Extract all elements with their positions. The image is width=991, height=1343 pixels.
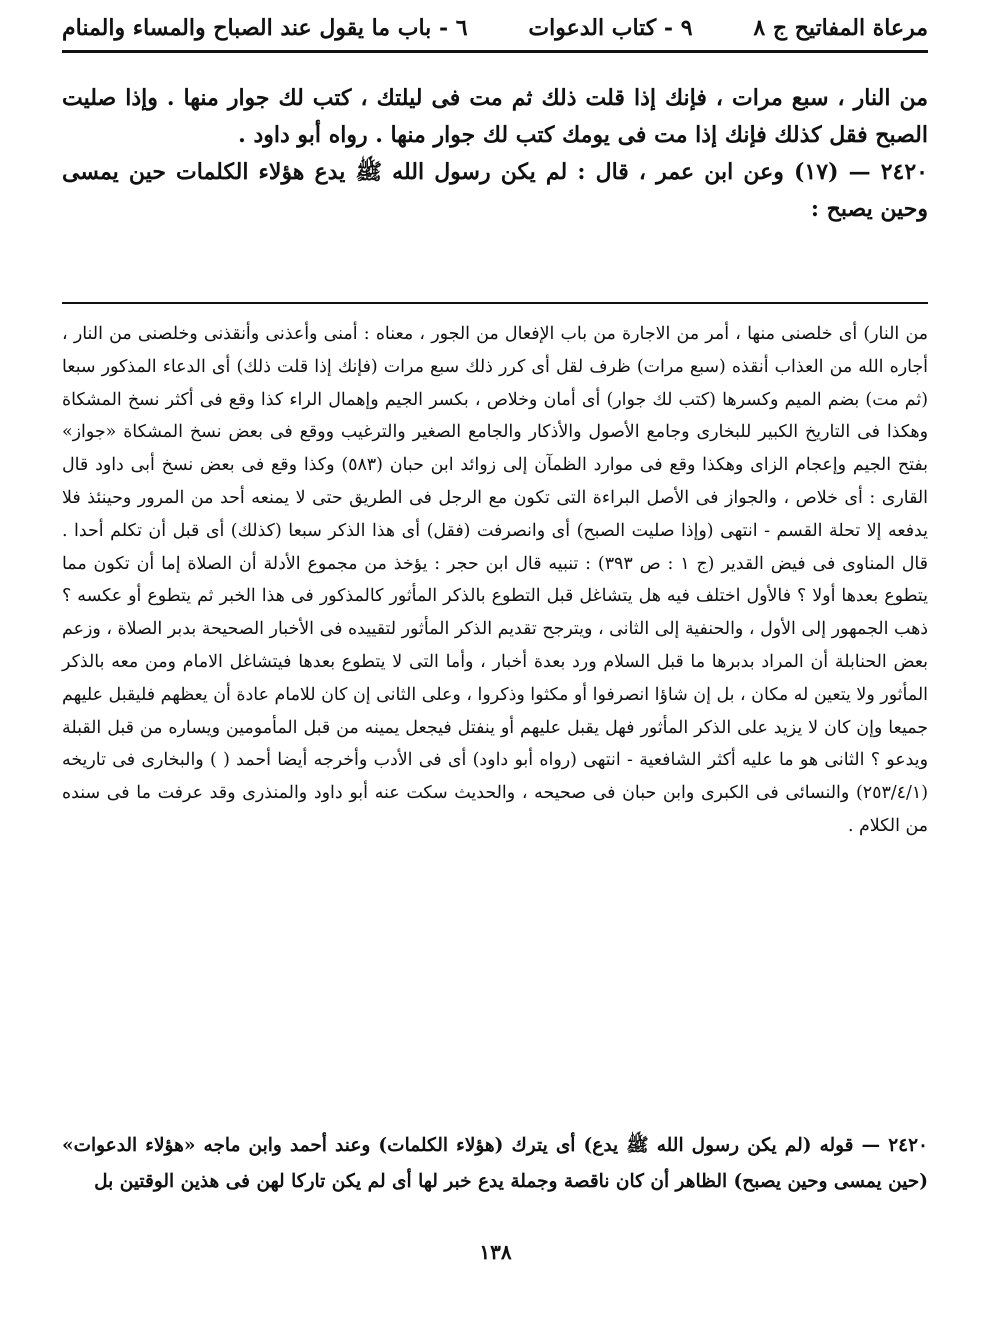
commentary-block (62, 318, 928, 843)
main-hadith-text (62, 80, 928, 228)
header-chapter: ٩ - كتاب الدعوات (528, 15, 693, 41)
commentary-paragraph-2: ٢٤٢٠ — قوله (لم يكن رسول الله ﷺ يدع) أى يترك (هؤلاء الكلمات) وعند أحمد وابن ماجه «هؤلاء الدعوات» (حين يمسى وحين يصبح) الظاهر أن كان ناقصة وجملة يدع خبر لها أى لم يكن تاركا لهن فى هذين الوقتين بل (62, 1135, 928, 1192)
commentary-paragraph-1: من النار) أى خلصنى منها ، أمر من الاجارة من باب الإفعال من الجور ، معناه : أمنى وأعذنى وأنقذنى وخلصنى من النار ، أجاره الله من العذاب أنقذه (سبع مرات) ظرف لقل أى كرر ذلك سبع مرات (فإنك إذا قلت ذلك) أى الدعاء المذكور سبعا (ثم مت) بضم الميم وكسرها (كتب لك جوار) أى أمان وخلاص ، بكسر الجيم وإهمال الراء كذا وقع فى أكثر نسخ المشكاة وهكذا فى التاريخ الكبير للبخارى وجامع الأصول والأذكار والجامع الصغير والترغيب ووقع فى بعض نسخ المشكاة «جواز» بفتح الجيم وإعجام الزاى وهكذا وقع فى موارد الظمآن إلى زوائد ابن حبان (٥٨٣) وكذا وقع فى بعض نسخ أبى داود قال القارى : أى خلاص ، والجواز فى الأصل البراءة التى تكون مع الرجل فى الطريق حتى لا يمنعه أحد من المرور وحينئذ فلا يدفعه إلا تحلة القسم - انتهى (وإذا صليت الصبح) أى وانصرفت (فقل) أى هذا الذكر سبعا (كذلك) أى قبل أن تكلم أحدا . قال المناوى فى فيض القدير (ج ١ : ص ٣٩٣) : تنبيه قال ابن حجر : يؤخذ من مجموع الأدلة أن الصلاة إما أن تكون مما يتطوع بعدها أولا ؟ فالأول اختلف فيه هل يتشاغل قبل التطوع بالذكر المأثور كالمذكور فى هذا الخبر ثم يتطوع أو عكسه ؟ ذهب الجمهور إلى الأول ، والحنفية إلى الثانى ، ويترجح تقديم الذكر المأثور لتقييده فى الأخبار الصحيحة بدبر الصلاة ، وزعم بعض الحنابلة أن المراد بدبرها ما قبل السلام ورد بعدة أخبار ، وأما التى لا يتطوع بعدها فيتشاغل الامام ومن معه بالذكر المأثور ولا يتعين له مكان ، بل إن شاؤا انصرفوا أو مكثوا وذكروا ، وعلى الثانى إن كان للامام عادة أن يعظهم فليقبل عليهم جميعا وإن كان لا يزيد على الذكر المأثور فهل يقبل عليهم أو ينفتل فيجعل يمينه من قبل المأمومين ويساره من قبل القبلة ويدعو ؟ الثانى هو ما عليه أكثر الشافعية - انتهى (رواه أبو داود) أى فى الأدب وأخرجه أيضا أحمد ( ) والبخارى فى تاريخه (٢٥٣/٤/١) والنسائى فى الكبرى وابن حبان فى صحيحه ، والحديث سكت عنه أبو داود والمنذرى وقد عرفت ما فى سنده من الكلام . (62, 324, 928, 836)
header-book-title: مرعاة المفاتيح ج ٨ (753, 15, 928, 41)
header-section: ٦ - باب ما يقول عند الصباح والمساء والمنام (62, 15, 468, 41)
main-paragraph-1: من النار ، سبع مرات ، فإنك إذا قلت ذلك ثم مت فى ليلتك ، كتب لك جوار منها . وإذا صليت الصبح فقل كذلك فإنك إذا مت فى يومك كتب لك جوار منها . رواه أبو داود . (62, 85, 928, 148)
main-paragraph-2: ٢٤٢٠ — (١٧) وعن ابن عمر ، قال : لم يكن رسول الله ﷺ يدع هؤلاء الكلمات حين يمسى وحين يصبح : (62, 159, 928, 222)
separator-rule (62, 302, 928, 304)
commentary-block-2 (62, 1128, 928, 1200)
page-number: ١٣٨ (479, 1240, 512, 1264)
running-header (62, 6, 928, 53)
